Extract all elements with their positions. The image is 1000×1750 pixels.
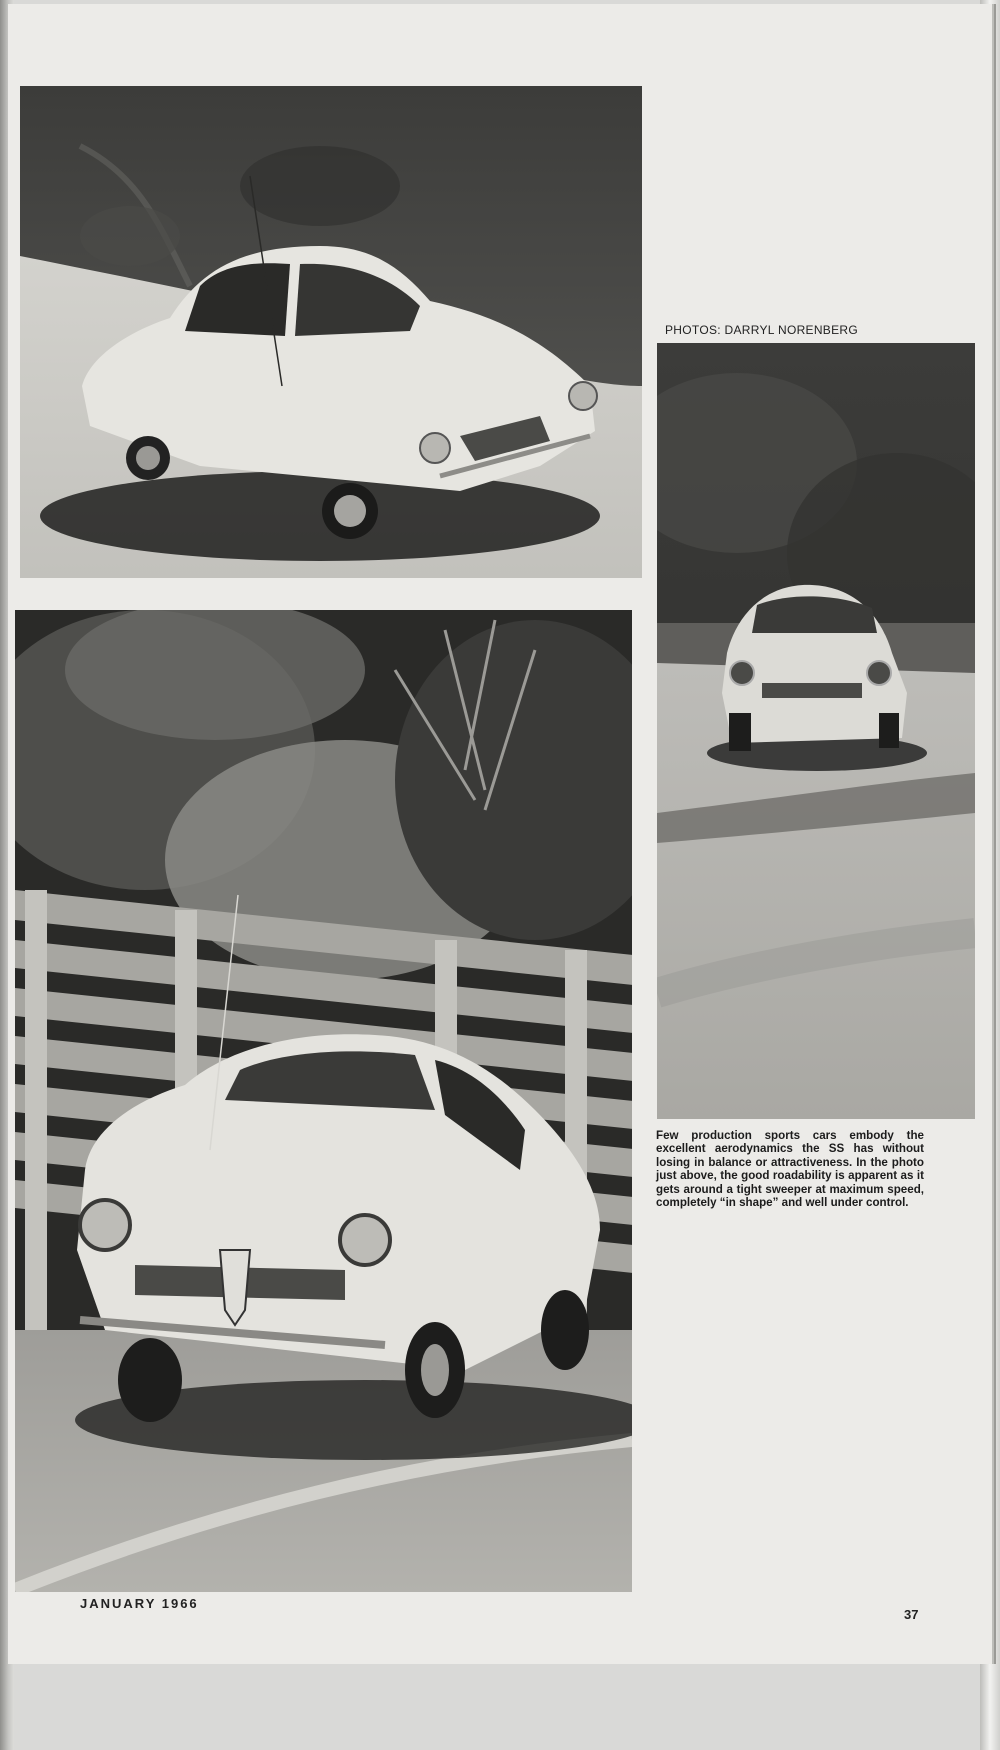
issue-date: JANUARY 1966 [80,1596,199,1611]
photo-credit: PHOTOS: DARRYL NORENBERG [665,323,859,337]
car-hillside-photo [20,86,642,578]
photo-caption: Few production sports cars embody the excellent aerodynamics the SS has without losing in balance or attractiveness. In the photo just above, the good roadability is apparent as it gets around a tight sweeper at maximum speed, completely “in shape” and well under control. [656,1129,924,1210]
car-barrier-photo [15,610,632,1592]
page-number: 37 [904,1607,919,1622]
car-cornering-photo [657,343,975,1119]
